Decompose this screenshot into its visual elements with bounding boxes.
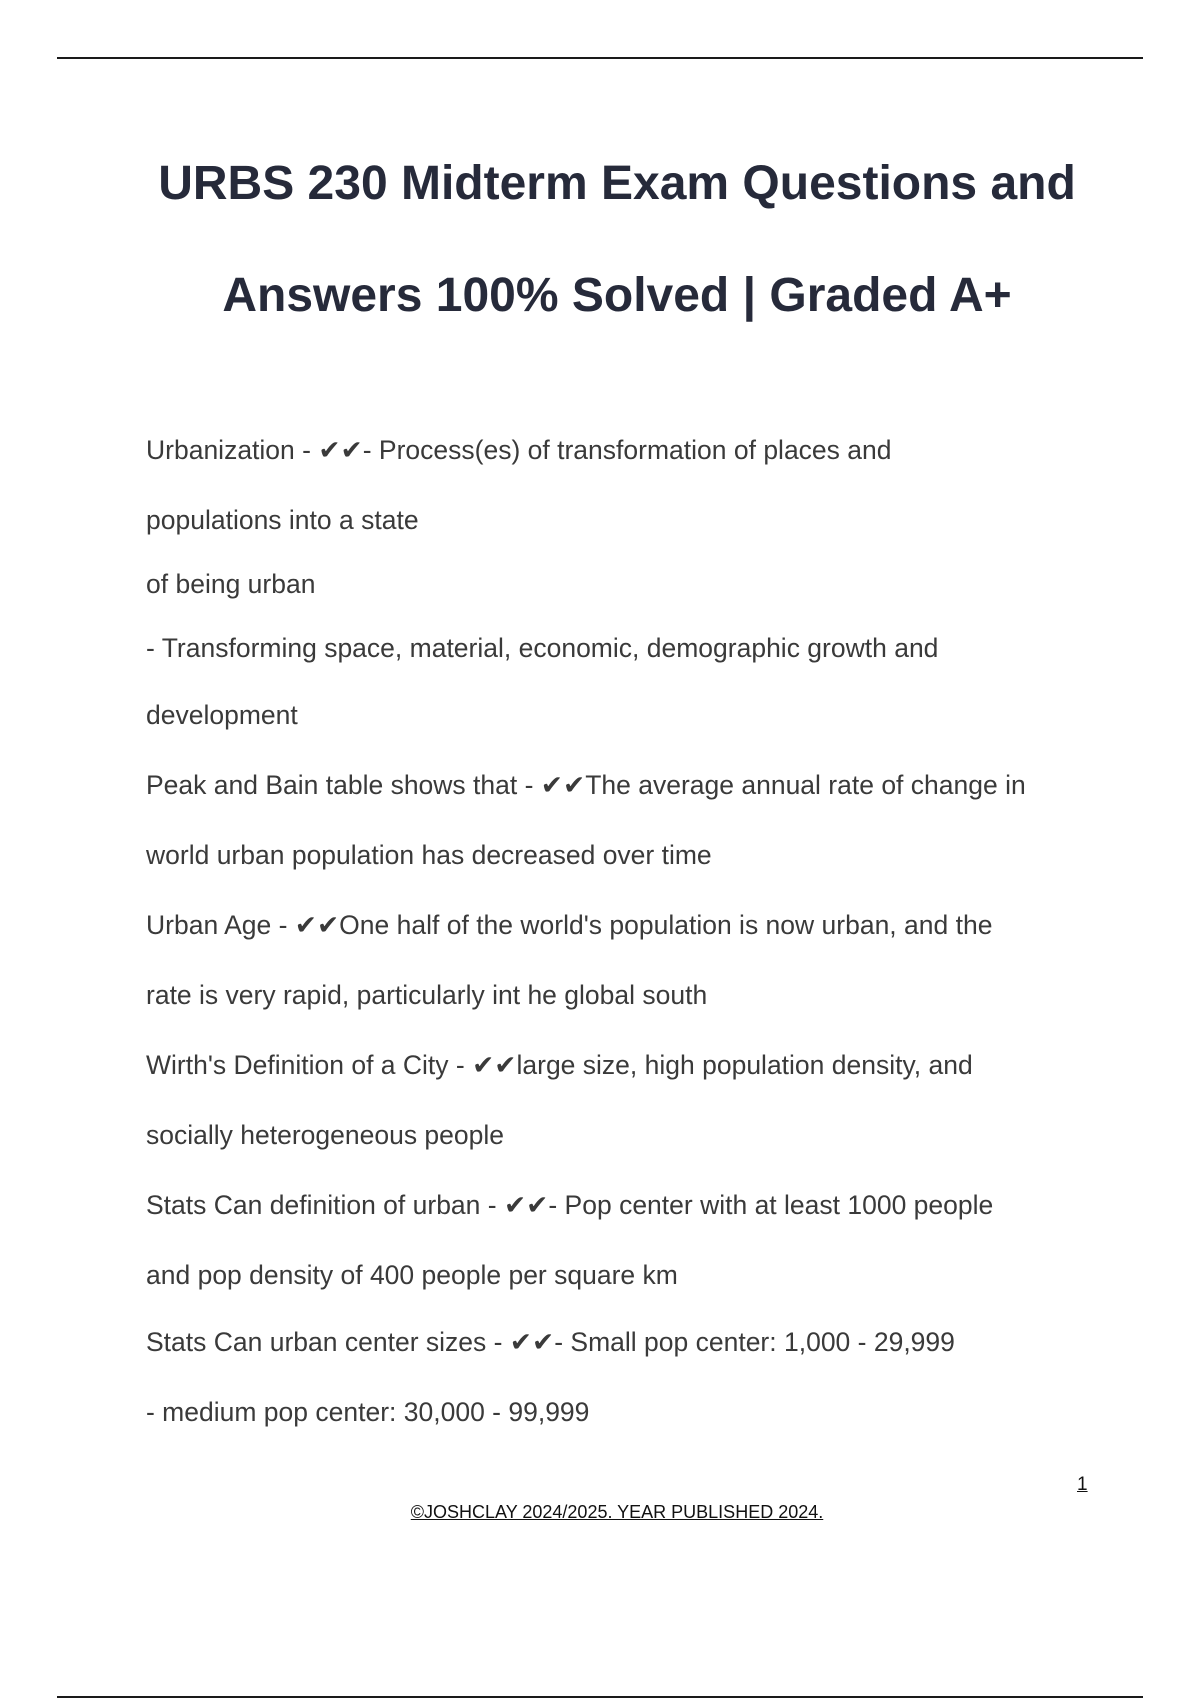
top-rule bbox=[57, 57, 1143, 59]
document-body bbox=[146, 426, 1146, 1458]
text-line: Wirth's Definition of a City - ✔✔large size, high population density, and bbox=[146, 1050, 973, 1080]
text-line: world urban population has decreased over time bbox=[146, 840, 712, 870]
copyright-footer: ©JOSHCLAY 2024/2025. YEAR PUBLISHED 2024. bbox=[410, 1502, 824, 1522]
title-line: Answers 100% Solved | Graded A+ bbox=[222, 269, 1012, 322]
bottom-rule bbox=[57, 1696, 1143, 1698]
text-line: rate is very rapid, particularly int he global south bbox=[146, 980, 708, 1010]
text-line: socially heterogeneous people bbox=[146, 1120, 505, 1150]
text-line: - medium pop center: 30,000 - 99,999 bbox=[146, 1397, 590, 1427]
text-line: development bbox=[146, 700, 298, 730]
text-line: Urbanization - ✔✔- Process(es) of transformation of places and bbox=[146, 435, 892, 465]
text-line: Urban Age - ✔✔One half of the world's population is now urban, and the bbox=[146, 910, 993, 940]
text-line: and pop density of 400 people per square km bbox=[146, 1260, 678, 1290]
text-line: Stats Can urban center sizes - ✔✔- Small pop center: 1,000 - 29,999 bbox=[146, 1327, 955, 1357]
text-line: Peak and Bain table shows that - ✔✔The average annual rate of change in bbox=[146, 770, 1026, 800]
text-line: populations into a state bbox=[146, 505, 419, 535]
page-number: 1 bbox=[1077, 1474, 1088, 1495]
text-line: of being urban bbox=[146, 569, 316, 599]
page-title bbox=[0, 128, 1200, 352]
text-line: Stats Can definition of urban - ✔✔- Pop center with at least 1000 people bbox=[146, 1190, 994, 1220]
text-line: - Transforming space, material, economic, demographic growth and bbox=[146, 633, 939, 663]
title-line: URBS 230 Midterm Exam Questions and bbox=[158, 157, 1076, 210]
